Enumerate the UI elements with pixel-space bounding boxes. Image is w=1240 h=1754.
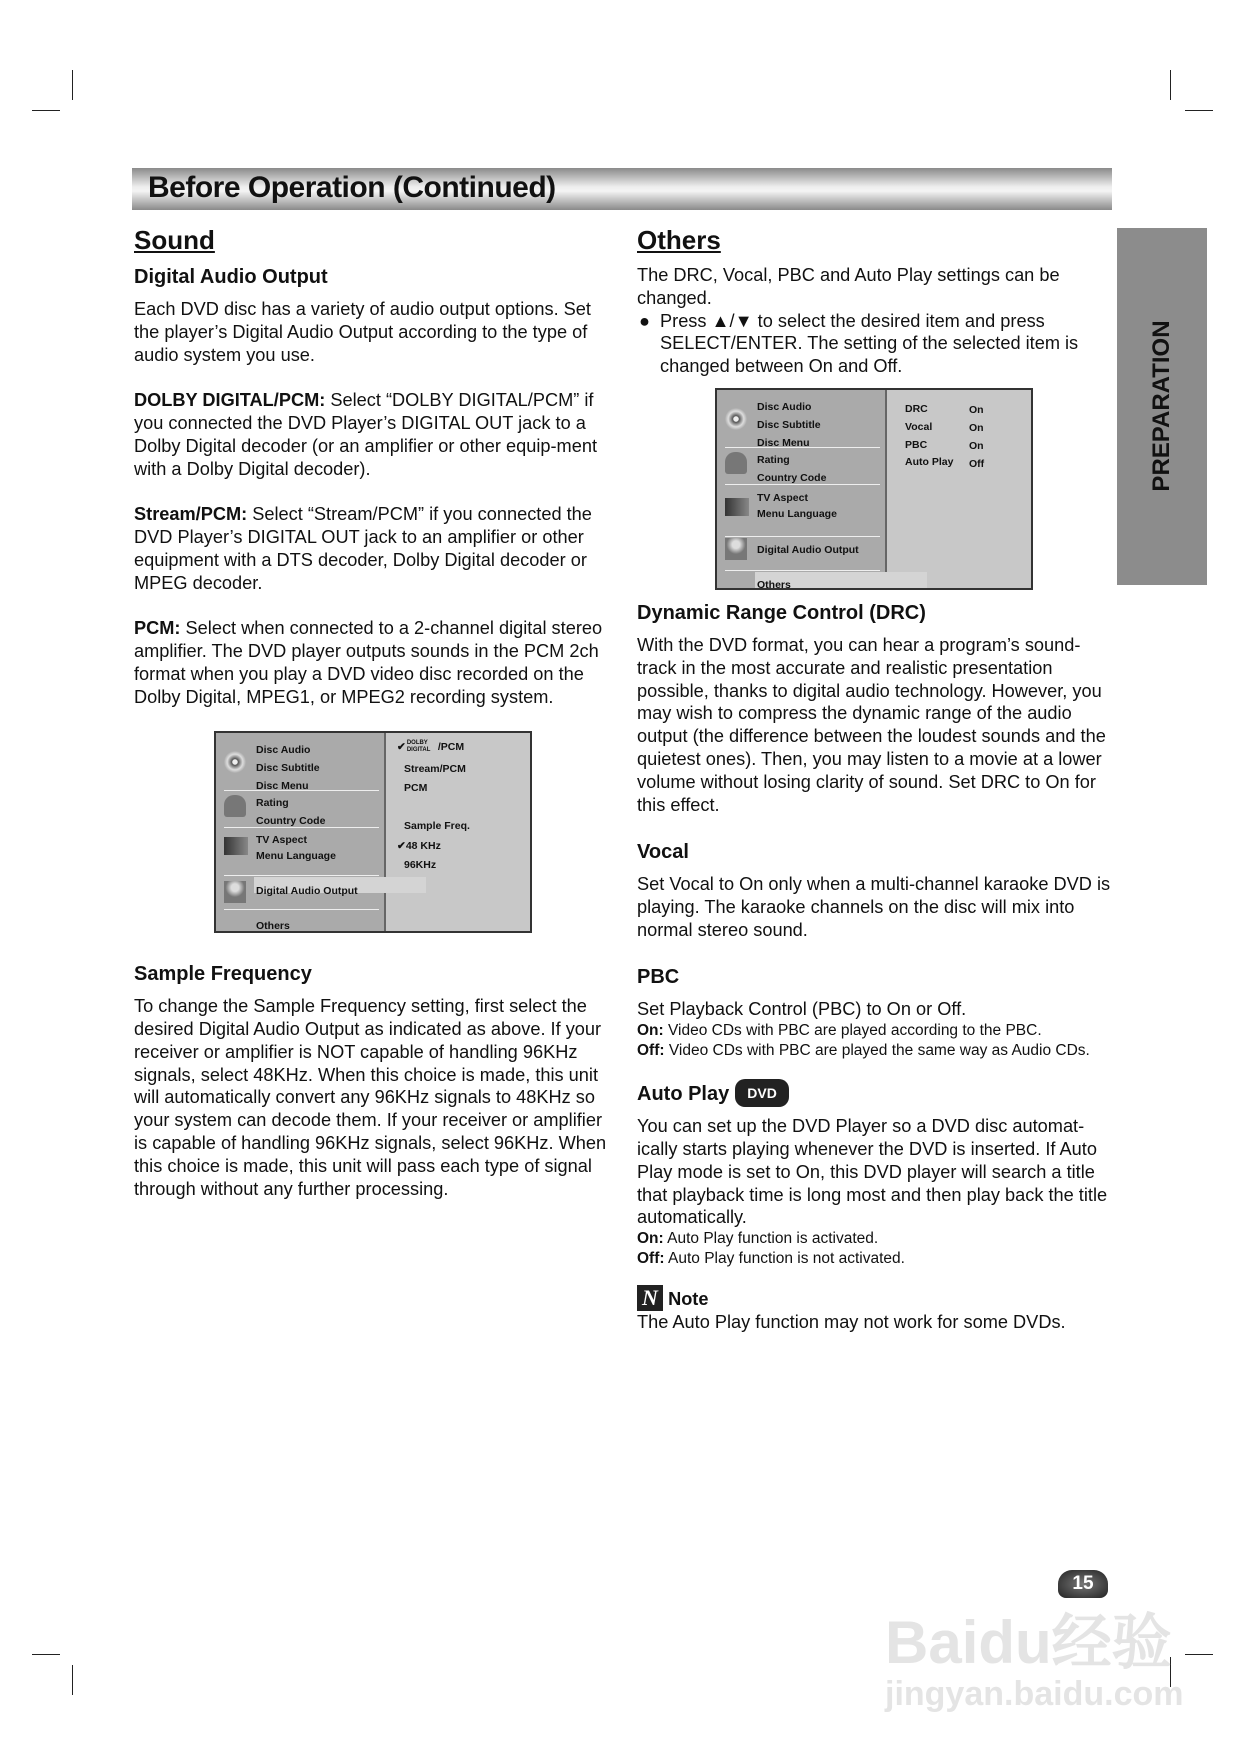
- watermark-logo: Baidu经验: [885, 1609, 1172, 1676]
- crop-mark: [1170, 70, 1171, 100]
- menu-item-tv-aspect[interactable]: TV Aspect: [256, 834, 307, 847]
- section-tab: [1117, 228, 1207, 585]
- drc-heading: Dynamic Range Control (DRC): [637, 601, 926, 624]
- off-label: Off:: [637, 1042, 665, 1060]
- crop-mark: [72, 70, 73, 100]
- menu-item-digital-audio-output[interactable]: Digital Audio Output: [757, 543, 859, 556]
- sample-freq-label: Sample Freq.: [404, 820, 470, 833]
- note-label: Note: [668, 1289, 709, 1310]
- pbc-off: [637, 1041, 1115, 1061]
- auto-play-heading: [637, 1079, 1115, 1107]
- menu-item-others[interactable]: Others: [757, 578, 791, 591]
- speaker-icon: [725, 538, 747, 560]
- crop-mark: [32, 1654, 60, 1655]
- menu-divider: [224, 909, 379, 910]
- drc-text: With the DVD format, you can hear a program’s sound-track in the most accurate and realistic presentation possible, thanks to digital audio technology. However, you may wish to compress the dynamic range of the audio output (the difference between the loudest sounds and the quietest ones). Then, you may listen to a movie at a lower volume without losing clarity of sound. Set DRC to On for this effect.: [637, 634, 1106, 815]
- page-title-bar: [132, 168, 1112, 210]
- on-text: Video CDs with PBC are played according to the PBC.: [668, 1022, 1042, 1040]
- option-dolby-pcm[interactable]: [397, 736, 464, 759]
- menu-item-rating[interactable]: Rating: [256, 797, 289, 810]
- pbc-on: [637, 1021, 1115, 1041]
- crop-mark: [1185, 1654, 1213, 1655]
- setting-autoplay-label: Auto Play: [905, 455, 954, 468]
- menu-item-disc-menu[interactable]: Disc Menu: [256, 780, 309, 793]
- on-label: On:: [637, 1022, 664, 1040]
- sound-heading: Sound: [134, 225, 215, 255]
- menu-divider: [725, 570, 880, 571]
- menu-item-country-code[interactable]: Country Code: [256, 815, 326, 828]
- bullet-icon: ●: [639, 310, 650, 331]
- option-pcm[interactable]: PCM: [404, 782, 428, 795]
- dolby-text: Select “DOLBY DIGITAL/PCM” if you connected the DVD Player’s DIGITAL OUT jack to a Dolby Digital decoder (or an amplifier or other equip-ment with a Dolby Digital decoder).: [134, 390, 597, 479]
- dao-intro: Each DVD disc has a variety of audio output options. Set the player’s Digital Audio Output according to the type of audio system you use.: [134, 299, 591, 365]
- setting-drc-label: DRC: [905, 402, 928, 415]
- setup-menu-others: [715, 388, 1033, 590]
- stream-text: Select “Stream/PCM” if you connected the DVD Player’s DIGITAL OUT jack to an amplifier or other equipment with a DTS decoder, Dolby Digital decoder or MPEG decoder.: [134, 504, 592, 593]
- watermark-url: jingyan.baidu.com: [885, 1675, 1184, 1713]
- menu-item-disc-audio[interactable]: Disc Audio: [757, 400, 812, 413]
- setting-autoplay-value[interactable]: Off: [969, 457, 985, 470]
- pbc-heading: PBC: [637, 966, 680, 989]
- menu-item-disc-subtitle[interactable]: Disc Subtitle: [757, 418, 821, 431]
- pcm-paragraph: [134, 617, 612, 708]
- menu-item-digital-audio-output[interactable]: Digital Audio Output: [256, 885, 358, 898]
- sample-frequency-text: To change the Sample Frequency setting, first select the desired Digital Audio Output as indicated as above. If your receiver or amplifier is NOT capable of handling 96KHz signals, select 48KHz. When this choice is made, this unit will automatically convert any 96KHz signals to 48KHz so your system can decode them. If your receiver or amplifier is capable of handling 96KHz signals, select 96KHz. When this choice is made, this unit will pass each type of signal through without any further processing.: [134, 996, 607, 1199]
- note-heading: [637, 1285, 1115, 1311]
- dolby-logo: DOLBY DIGITAL: [406, 740, 431, 754]
- setting-vocal-value[interactable]: On: [969, 421, 984, 434]
- on-label: On:: [637, 1230, 664, 1248]
- menu-divider: [725, 536, 880, 537]
- menu-item-menu-language[interactable]: Menu Language: [256, 850, 336, 863]
- stream-label: Stream/PCM:: [134, 504, 248, 525]
- ap-off: [637, 1249, 1115, 1269]
- note-icon: N: [637, 1285, 663, 1311]
- note-text: The Auto Play function may not work for some DVDs.: [637, 1312, 1066, 1333]
- pcm-text: Select when connected to a 2-channel digital stereo amplifier. The DVD player outputs sounds in the PCM 2ch format when you play a DVD video disc recorded on the Dolby Digital, MPEG1, or MPEG2 recording system.: [134, 618, 603, 707]
- menu-item-others[interactable]: Others: [256, 920, 290, 933]
- tv-icon: [725, 498, 749, 516]
- option-label: /PCM: [437, 741, 465, 754]
- option-96khz[interactable]: 96KHz: [404, 859, 437, 872]
- page-title: Before Operation (Continued): [148, 171, 556, 204]
- menu-item-rating[interactable]: Rating: [757, 453, 790, 466]
- menu-item-disc-subtitle[interactable]: Disc Subtitle: [256, 762, 320, 775]
- dolby-paragraph: [134, 389, 612, 480]
- sound-column: [134, 224, 612, 1223]
- off-text: Video CDs with PBC are played the same way as Audio CDs.: [668, 1042, 1090, 1060]
- crop-mark: [72, 1665, 73, 1695]
- menu-item-menu-language[interactable]: Menu Language: [757, 507, 837, 520]
- menu-item-disc-menu[interactable]: Disc Menu: [757, 436, 810, 449]
- setup-menu-audio: [214, 731, 532, 933]
- ap-on: [637, 1229, 1115, 1249]
- setting-vocal-label: Vocal: [905, 420, 933, 433]
- digital-audio-output-heading: Digital Audio Output: [134, 266, 328, 288]
- disc-icon: [725, 408, 747, 430]
- stream-paragraph: [134, 503, 612, 594]
- auto-play-text: You can set up the DVD Player so a DVD disc automat-ically starts playing whenever the DVD is inserted. If Auto Play mode is set to On, this DVD player will search a title that playback time is long most and then play back the title automatically.: [637, 1116, 1108, 1228]
- option-stream-pcm[interactable]: Stream/PCM: [404, 763, 466, 776]
- off-text: Auto Play function is not activated.: [668, 1250, 905, 1268]
- lock-icon: [725, 452, 747, 474]
- pcm-label: PCM:: [134, 618, 181, 639]
- bullet-text: Press ▲/▼ to select the desired item and press SELECT/ENTER. The setting of the selected item is changed between On and Off.: [660, 310, 1079, 377]
- crop-mark: [1185, 110, 1213, 111]
- crop-mark: [32, 110, 60, 111]
- instruction-bullet: [637, 310, 1115, 378]
- page-number: 15: [1058, 1570, 1108, 1598]
- check-icon: ✔: [397, 840, 406, 853]
- tv-icon: [224, 837, 248, 855]
- sample-frequency-heading: Sample Frequency: [134, 963, 312, 986]
- on-text: Auto Play function is activated.: [667, 1230, 879, 1248]
- watermark: [885, 1609, 1184, 1714]
- others-intro: The DRC, Vocal, PBC and Auto Play settings can be changed.: [637, 265, 1060, 308]
- setting-pbc-label: PBC: [905, 438, 928, 451]
- dolby-label: DOLBY DIGITAL/PCM:: [134, 390, 326, 411]
- menu-item-country-code[interactable]: Country Code: [757, 471, 827, 484]
- others-heading: Others: [637, 225, 721, 255]
- vocal-text: Set Vocal to On only when a multi-channel karaoke DVD is playing. The karaoke channels on the disc will mix into normal stereo sound.: [637, 874, 1111, 940]
- section-tab-label: PREPARATION: [1148, 320, 1175, 492]
- vocal-heading: Vocal: [637, 841, 689, 864]
- disc-icon: [224, 751, 246, 773]
- others-column: [637, 224, 1115, 1334]
- setting-pbc-value[interactable]: On: [969, 439, 984, 452]
- menu-item-tv-aspect[interactable]: TV Aspect: [757, 491, 808, 504]
- off-label: Off:: [637, 1250, 665, 1268]
- check-icon: ✔: [397, 741, 406, 754]
- auto-play-title: Auto Play: [637, 1083, 730, 1106]
- lock-icon: [224, 795, 246, 817]
- menu-item-disc-audio[interactable]: Disc Audio: [256, 744, 311, 757]
- dvd-badge: DVD: [735, 1079, 789, 1107]
- speaker-icon: [224, 881, 246, 903]
- menu-divider: [224, 875, 379, 876]
- setting-drc-value[interactable]: On: [969, 403, 984, 416]
- pbc-text: Set Playback Control (PBC) to On or Off.: [637, 999, 967, 1020]
- option-label: 48 KHz: [405, 840, 441, 853]
